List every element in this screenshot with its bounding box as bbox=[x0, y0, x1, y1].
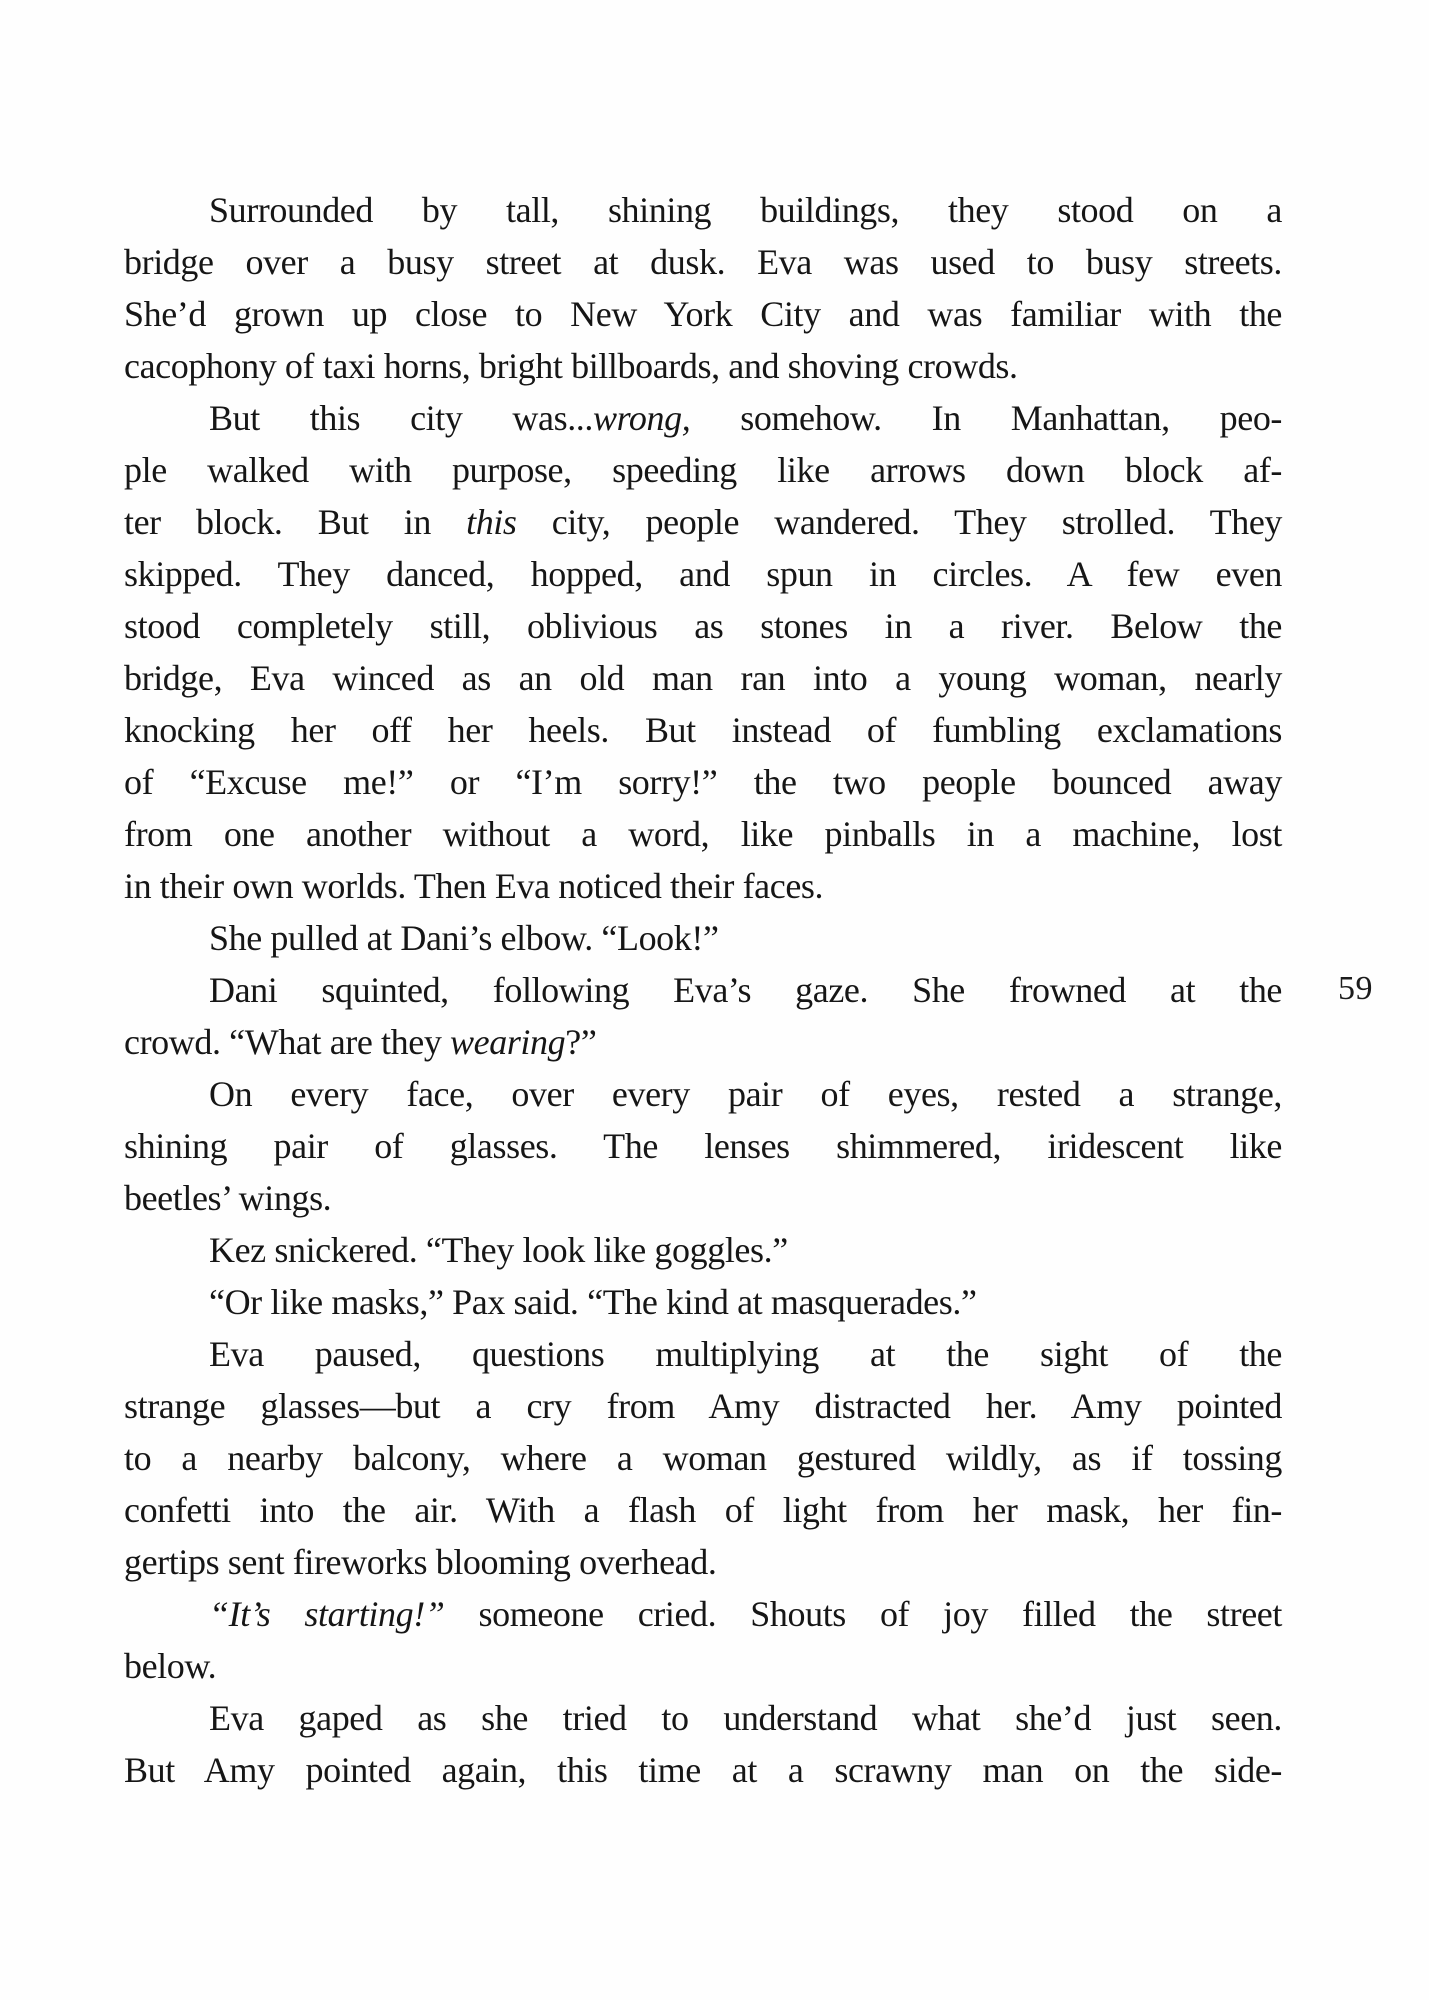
text-line: “It’s starting!” someone cried. Shouts of joy filled the street bbox=[209, 1594, 1282, 1634]
text-line: ter block. But in this city, people wandered. They strolled. They bbox=[124, 502, 1282, 542]
text-line: cacophony of taxi horns, bright billboards, and shoving crowds. bbox=[124, 346, 1018, 386]
text-line: On every face, over every pair of eyes, rested a strange, bbox=[209, 1074, 1282, 1114]
paragraph bbox=[124, 1276, 1282, 1328]
text-line: shining pair of glasses. The lenses shimmered, iridescent like bbox=[124, 1126, 1282, 1166]
text-line: below. bbox=[124, 1646, 217, 1686]
text-line: beetles’ wings. bbox=[124, 1178, 332, 1218]
text-line: crowd. “What are they wearing?” bbox=[124, 1022, 597, 1062]
text-line: bridge over a busy street at dusk. Eva was used to busy streets. bbox=[124, 242, 1282, 282]
text-line: gertips sent fireworks blooming overhead. bbox=[124, 1542, 717, 1582]
text-line: Eva paused, questions multiplying at the sight of the bbox=[209, 1334, 1282, 1374]
text-line: bridge, Eva winced as an old man ran into a young woman, nearly bbox=[124, 658, 1282, 698]
text-line: She pulled at Dani’s elbow. “Look!” bbox=[209, 918, 719, 958]
paragraph bbox=[124, 392, 1282, 912]
text-line: skipped. They danced, hopped, and spun in circles. A few even bbox=[124, 554, 1282, 594]
text-line: strange glasses—but a cry from Amy distracted her. Amy pointed bbox=[124, 1386, 1282, 1426]
paragraph bbox=[124, 912, 1282, 964]
text-line: “Or like masks,” Pax said. “The kind at masquerades.” bbox=[209, 1282, 977, 1322]
paragraph bbox=[124, 964, 1282, 1068]
paragraph bbox=[124, 1692, 1282, 1796]
page-number: 59 bbox=[1338, 970, 1373, 1007]
page-body bbox=[124, 184, 1282, 1796]
text-line: from one another without a word, like pinballs in a machine, lost bbox=[124, 814, 1282, 854]
text-line: But Amy pointed again, this time at a scrawny man on the side- bbox=[124, 1750, 1282, 1790]
text-line: She’d grown up close to New York City and was familiar with the bbox=[124, 294, 1282, 334]
text-line: ple walked with purpose, speeding like arrows down block af- bbox=[124, 450, 1282, 490]
paragraph bbox=[124, 184, 1282, 392]
paragraph bbox=[124, 1328, 1282, 1588]
text-line: Surrounded by tall, shining buildings, they stood on a bbox=[209, 190, 1282, 230]
text-line: to a nearby balcony, where a woman gestured wildly, as if tossing bbox=[124, 1438, 1282, 1478]
paragraph bbox=[124, 1068, 1282, 1224]
text-line: stood completely still, oblivious as stones in a river. Below the bbox=[124, 606, 1282, 646]
paragraph bbox=[124, 1224, 1282, 1276]
text-line: of “Excuse me!” or “I’m sorry!” the two people bounced away bbox=[124, 762, 1282, 802]
text-line: Dani squinted, following Eva’s gaze. She frowned at the bbox=[209, 970, 1282, 1010]
text-line: knocking her off her heels. But instead of fumbling exclamations bbox=[124, 710, 1282, 750]
paragraph bbox=[124, 1588, 1282, 1692]
text-line: But this city was...wrong, somehow. In Manhattan, peo- bbox=[209, 398, 1283, 438]
text-line: confetti into the air. With a flash of light from her mask, her fin- bbox=[124, 1490, 1282, 1530]
text-line: Eva gaped as she tried to understand what she’d just seen. bbox=[209, 1698, 1282, 1738]
text-line: in their own worlds. Then Eva noticed their faces. bbox=[124, 866, 824, 906]
text-line: Kez snickered. “They look like goggles.” bbox=[209, 1230, 788, 1270]
